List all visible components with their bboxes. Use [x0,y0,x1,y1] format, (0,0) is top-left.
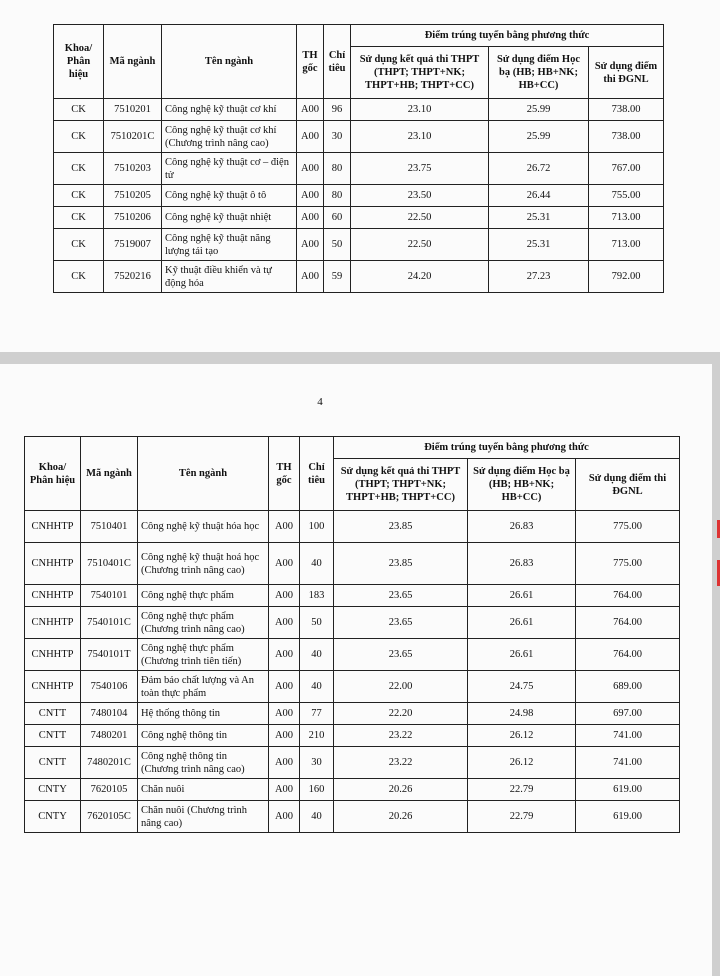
cell-thpt: 20.26 [334,801,468,833]
cell-ten: Công nghệ kỹ thuật cơ khí [162,99,297,121]
cell-ct: 40 [300,639,334,671]
cell-th: A00 [269,779,300,801]
page-number: 4 [317,396,323,408]
cell-ten: Công nghệ kỹ thuật năng lượng tái tạo [162,229,297,261]
cell-th: A00 [269,671,300,703]
header-dgnl: Sử dụng điểm thi ĐGNL [576,459,680,511]
cell-ma: 7510401 [81,511,138,543]
cell-dgnl: 755.00 [589,185,664,207]
cell-thpt: 22.50 [351,207,489,229]
table-row [54,229,664,261]
cell-hb: 26.61 [468,639,576,671]
cell-ten: Chăn nuôi [138,779,269,801]
cell-dgnl: 792.00 [589,261,664,293]
cell-th: A00 [269,639,300,671]
cell-khoa: CK [54,229,104,261]
cell-khoa: CNTY [25,801,81,833]
cell-th: A00 [269,747,300,779]
cell-ma: 7480201 [81,725,138,747]
table-row [54,207,664,229]
cell-khoa: CK [54,207,104,229]
cell-ten: Công nghệ thực phẩm (Chương trình nâng cao) [138,607,269,639]
cell-hb: 26.83 [468,511,576,543]
table-row [25,725,680,747]
cell-ma: 7480104 [81,703,138,725]
cell-khoa: CNTT [25,725,81,747]
cell-hb: 24.98 [468,703,576,725]
cell-khoa: CNTT [25,747,81,779]
cell-hb: 25.99 [489,99,589,121]
cell-th: A00 [269,585,300,607]
cell-dgnl: 713.00 [589,207,664,229]
cell-dgnl: 689.00 [576,671,680,703]
cell-thpt: 23.65 [334,639,468,671]
cell-khoa: CNHHTP [25,543,81,585]
cell-ma: 7540101T [81,639,138,671]
cell-dgnl: 775.00 [576,511,680,543]
cell-khoa: CNHHTP [25,585,81,607]
table-row [25,747,680,779]
cell-hb: 26.44 [489,185,589,207]
table-row [25,639,680,671]
cell-khoa: CNHHTP [25,671,81,703]
cell-thpt: 23.65 [334,607,468,639]
cell-dgnl: 697.00 [576,703,680,725]
cell-th: A00 [297,229,324,261]
cell-dgnl: 619.00 [576,779,680,801]
cell-thpt: 23.75 [351,153,489,185]
header-th-goc: TH gốc [269,437,300,511]
table-row [25,779,680,801]
header-khoa: Khoa/ Phân hiệu [25,437,81,511]
cell-ma: 7540101 [81,585,138,607]
cell-thpt: 23.22 [334,725,468,747]
cell-ma: 7510205 [104,185,162,207]
cell-ten: Hệ thống thông tin [138,703,269,725]
cell-ma: 7510201 [104,99,162,121]
cell-ten: Công nghệ kỹ thuật hoá học (Chương trình nâng cao) [138,543,269,585]
header-chi-tieu: Chỉ tiêu [324,25,351,99]
header-thpt: Sử dụng kết quả thi THPT (THPT; THPT+NK; THPT+HB; THPT+CC) [351,47,489,99]
table-1-body [54,99,664,293]
cell-thpt: 23.65 [334,585,468,607]
cell-ct: 77 [300,703,334,725]
cell-ct: 59 [324,261,351,293]
cell-th: A00 [297,99,324,121]
cell-ct: 40 [300,671,334,703]
cell-khoa: CK [54,153,104,185]
header-hocba: Sử dụng điểm Học bạ (HB; HB+NK; HB+CC) [468,459,576,511]
cell-ct: 30 [300,747,334,779]
cell-khoa: CK [54,99,104,121]
table-row [54,99,664,121]
cell-hb: 26.72 [489,153,589,185]
cell-thpt: 23.50 [351,185,489,207]
cell-dgnl: 741.00 [576,725,680,747]
cell-dgnl: 619.00 [576,801,680,833]
cell-dgnl: 767.00 [589,153,664,185]
cell-ma: 7520216 [104,261,162,293]
cell-ct: 96 [324,99,351,121]
cell-ten: Công nghệ kỹ thuật cơ – điện tử [162,153,297,185]
header-chi-tieu: Chỉ tiêu [300,437,334,511]
cell-ten: Kỹ thuật điều khiển và tự động hóa [162,261,297,293]
header-ma-nganh: Mã ngành [81,437,138,511]
cell-ten: Công nghệ kỹ thuật cơ khí (Chương trình nâng cao) [162,121,297,153]
header-khoa: Khoa/ Phân hiệu [54,25,104,99]
cell-hb: 25.31 [489,229,589,261]
table-row [25,543,680,585]
cell-ct: 183 [300,585,334,607]
cell-thpt: 20.26 [334,779,468,801]
cell-th: A00 [269,511,300,543]
header-score-group: Điểm trúng tuyển bằng phương thức [351,25,664,47]
cell-hb: 22.79 [468,801,576,833]
cell-thpt: 23.85 [334,543,468,585]
cell-ma: 7510203 [104,153,162,185]
cell-thpt: 23.22 [334,747,468,779]
cell-ten: Chăn nuôi (Chương trình nâng cao) [138,801,269,833]
cell-ct: 50 [300,607,334,639]
cell-thpt: 23.10 [351,99,489,121]
cell-thpt: 23.85 [334,511,468,543]
cell-thpt: 23.10 [351,121,489,153]
cell-thpt: 24.20 [351,261,489,293]
cell-khoa: CNHHTP [25,607,81,639]
cell-ten: Công nghệ thông tin [138,725,269,747]
table-row [25,703,680,725]
table-row [25,511,680,543]
cell-hb: 26.61 [468,607,576,639]
cell-hb: 27.23 [489,261,589,293]
cell-dgnl: 764.00 [576,607,680,639]
cell-hb: 26.12 [468,747,576,779]
cell-th: A00 [297,261,324,293]
cell-th: A00 [297,185,324,207]
cell-ma: 7510201C [104,121,162,153]
cell-ten: Đảm bảo chất lượng và An toàn thực phẩm [138,671,269,703]
cell-ma: 7519007 [104,229,162,261]
cell-dgnl: 738.00 [589,121,664,153]
cell-dgnl: 764.00 [576,639,680,671]
cell-khoa: CNTY [25,779,81,801]
cell-th: A00 [269,607,300,639]
table-row [25,671,680,703]
cell-ten: Công nghệ thực phẩm (Chương trình tiên tiến) [138,639,269,671]
cell-th: A00 [269,703,300,725]
cell-ct: 40 [300,801,334,833]
header-score-group: Điểm trúng tuyển bằng phương thức [334,437,680,459]
cell-khoa: CNHHTP [25,639,81,671]
cell-th: A00 [297,207,324,229]
cell-ma: 7480201C [81,747,138,779]
table-row [54,185,664,207]
cell-ct: 80 [324,153,351,185]
cell-khoa: CK [54,121,104,153]
cell-hb: 26.12 [468,725,576,747]
cell-dgnl: 738.00 [589,99,664,121]
cell-ma: 7540101C [81,607,138,639]
cell-ma: 7620105 [81,779,138,801]
cell-ct: 210 [300,725,334,747]
cell-dgnl: 764.00 [576,585,680,607]
header-dgnl: Sử dụng điểm thi ĐGNL [589,47,664,99]
header-ma-nganh: Mã ngành [104,25,162,99]
table-row [25,607,680,639]
header-ten-nganh: Tên ngành [162,25,297,99]
cell-khoa: CK [54,261,104,293]
table-2-body [25,511,680,833]
table-row [54,261,664,293]
cell-hb: 25.31 [489,207,589,229]
admission-score-table-2 [24,436,680,833]
cell-ct: 40 [300,543,334,585]
cell-hb: 26.61 [468,585,576,607]
document-page-1 [0,0,720,352]
cell-ma: 7620105C [81,801,138,833]
cell-dgnl: 775.00 [576,543,680,585]
cell-ten: Công nghệ kỹ thuật ô tô [162,185,297,207]
table-row [25,585,680,607]
admission-score-table-1 [53,24,664,293]
cell-ct: 60 [324,207,351,229]
cell-thpt: 22.50 [351,229,489,261]
cell-khoa: CNHHTP [25,511,81,543]
cell-ten: Công nghệ kỹ thuật nhiệt [162,207,297,229]
cell-khoa: CNTT [25,703,81,725]
cell-hb: 22.79 [468,779,576,801]
cell-th: A00 [269,801,300,833]
cell-th: A00 [269,543,300,585]
cell-ct: 50 [324,229,351,261]
cell-khoa: CK [54,185,104,207]
header-hocba: Sử dụng điểm Học bạ (HB; HB+NK; HB+CC) [489,47,589,99]
cell-dgnl: 741.00 [576,747,680,779]
cell-hb: 24.75 [468,671,576,703]
header-thpt: Sử dụng kết quả thi THPT (THPT; THPT+NK; THPT+HB; THPT+CC) [334,459,468,511]
table-row [25,801,680,833]
cell-thpt: 22.00 [334,671,468,703]
cell-ten: Công nghệ kỹ thuật hóa học [138,511,269,543]
cell-thpt: 22.20 [334,703,468,725]
cell-ma: 7510206 [104,207,162,229]
cell-ct: 100 [300,511,334,543]
cell-ma: 7540106 [81,671,138,703]
cell-dgnl: 713.00 [589,229,664,261]
table-row [54,121,664,153]
table-row [54,153,664,185]
cell-ct: 30 [324,121,351,153]
cell-hb: 25.99 [489,121,589,153]
cell-th: A00 [297,153,324,185]
cell-th: A00 [269,725,300,747]
cell-ct: 80 [324,185,351,207]
cell-ten: Công nghệ thực phẩm [138,585,269,607]
cell-ct: 160 [300,779,334,801]
cell-th: A00 [297,121,324,153]
header-ten-nganh: Tên ngành [138,437,269,511]
cell-hb: 26.83 [468,543,576,585]
cell-ma: 7510401C [81,543,138,585]
cell-ten: Công nghệ thông tin (Chương trình nâng cao) [138,747,269,779]
header-th-goc: TH gốc [297,25,324,99]
